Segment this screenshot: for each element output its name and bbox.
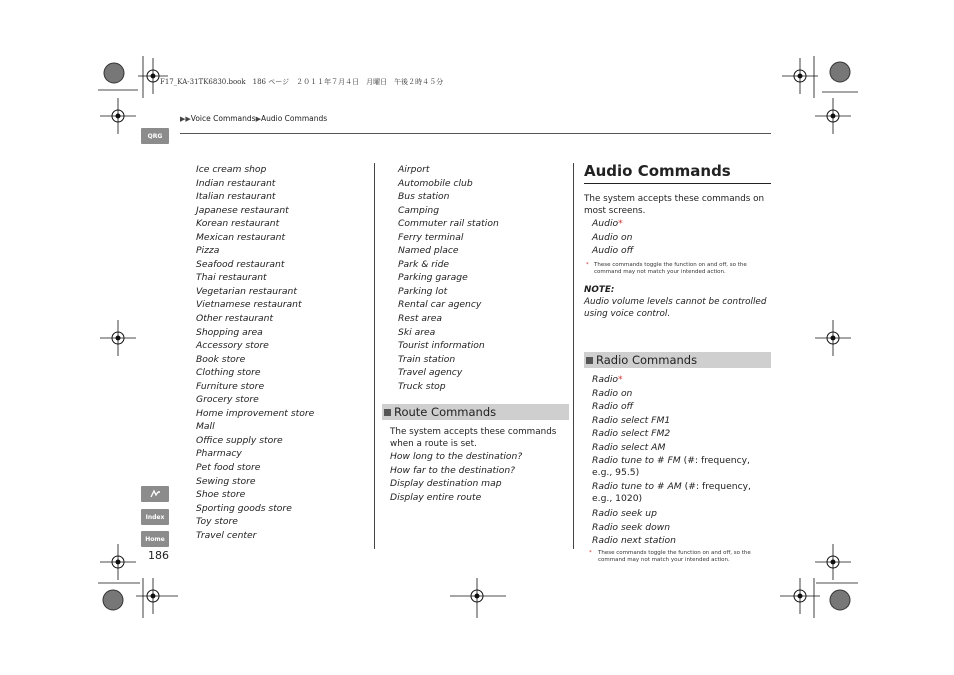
place-category-item: Home improvement store bbox=[196, 407, 315, 419]
breadcrumb bbox=[180, 114, 327, 123]
place-category-list-1 bbox=[196, 163, 314, 542]
place-category-item: Grocery store bbox=[196, 394, 259, 406]
place-category-item: Commuter rail station bbox=[398, 218, 499, 230]
radio-tune-am-command: Radio tune to # AM bbox=[592, 481, 682, 492]
registration-mark-bottom-left bbox=[98, 578, 184, 618]
audio-command-item: Audio on bbox=[592, 231, 633, 243]
place-category-item: Travel center bbox=[196, 529, 257, 541]
place-category-item: Vietnamese restaurant bbox=[196, 299, 302, 311]
radio-commands-heading bbox=[584, 352, 771, 368]
place-category-item: Accessory store bbox=[196, 340, 269, 352]
place-category-item: Rest area bbox=[398, 313, 443, 325]
place-category-item: Vegetarian restaurant bbox=[196, 285, 297, 297]
registration-mark-left-top bbox=[100, 98, 136, 134]
place-category-item: Furniture store bbox=[196, 380, 265, 392]
place-category-item: Seafood restaurant bbox=[196, 258, 285, 270]
place-category-item: Named place bbox=[398, 245, 459, 257]
audio-note bbox=[584, 284, 770, 320]
route-command-item: Display entire route bbox=[390, 491, 482, 503]
route-commands-title: Route Commands bbox=[394, 405, 497, 419]
radio-command-item: Radio seek up bbox=[592, 508, 657, 519]
route-commands-list bbox=[390, 450, 522, 504]
place-category-item: Sewing store bbox=[196, 475, 256, 487]
breadcrumb-parent[interactable]: Voice Commands bbox=[190, 114, 256, 123]
place-category-item: Parking lot bbox=[398, 285, 448, 297]
place-category-item: Train station bbox=[398, 353, 456, 365]
section-square-icon bbox=[586, 357, 593, 364]
place-category-item: Japanese restaurant bbox=[196, 204, 289, 216]
registration-mark-left-mid bbox=[100, 320, 136, 356]
audio-command-item: Audio* bbox=[592, 218, 623, 229]
place-category-item: Other restaurant bbox=[196, 313, 274, 325]
place-category-item: Toy store bbox=[196, 516, 238, 528]
route-command-item: How long to the destination? bbox=[390, 451, 523, 462]
place-category-item: Clothing store bbox=[196, 367, 261, 379]
registration-mark-bottom-right bbox=[772, 578, 858, 618]
asterisk-icon: * bbox=[618, 374, 623, 385]
place-category-item: Italian restaurant bbox=[196, 191, 276, 203]
audio-footnote: * These commands toggle the function on and off, so the command may not match your intended action. bbox=[586, 262, 747, 275]
voice-tab[interactable] bbox=[141, 486, 169, 502]
registration-mark-left-bottom bbox=[100, 544, 136, 580]
place-category-item: Rental car agency bbox=[398, 299, 482, 311]
audio-commands-title: Audio Commands bbox=[584, 162, 731, 180]
place-category-item: Office supply store bbox=[196, 434, 283, 446]
radio-tune-am-note: (#: frequency, e.g., 1020) bbox=[592, 481, 751, 504]
audio-commands-intro: The system accepts these commands on most screens. bbox=[584, 194, 765, 216]
note-text: Audio volume levels cannot be controlled using voice control. bbox=[584, 297, 767, 319]
place-category-item: Shoe store bbox=[196, 489, 246, 501]
header-rule bbox=[180, 133, 771, 134]
place-category-item: Ferry terminal bbox=[398, 231, 464, 243]
place-category-item: Korean restaurant bbox=[196, 218, 280, 230]
audio-command-item: Audio off bbox=[592, 245, 634, 257]
section-square-icon bbox=[384, 409, 391, 416]
column-divider-2 bbox=[573, 163, 574, 549]
home-tab[interactable]: Home bbox=[141, 531, 169, 547]
registration-mark-right-bottom bbox=[815, 544, 851, 580]
registration-mark-bottom-center bbox=[450, 578, 506, 618]
route-commands-intro: The system accepts these commands when a route is set. bbox=[390, 427, 557, 449]
place-category-item: Mexican restaurant bbox=[196, 231, 286, 243]
place-category-item: Thai restaurant bbox=[196, 272, 267, 284]
print-header: F17_KA-31TK6830.book 186 ページ ２０１１年７月４日 月曜日 午後２時４５分 bbox=[160, 78, 444, 86]
radio-footnote: * These commands toggle the function on and off, so the command may not match your intended action. bbox=[589, 550, 751, 563]
radio-command-item: Radio seek down bbox=[592, 521, 671, 533]
radio-tune-fm-command: Radio tune to # FM bbox=[592, 455, 681, 466]
voice-icon bbox=[149, 489, 161, 499]
place-category-item: Sporting goods store bbox=[196, 502, 292, 514]
breadcrumb-current: Audio Commands bbox=[260, 114, 328, 123]
radio-command-item: Radio on bbox=[592, 387, 633, 399]
index-tab[interactable]: Index bbox=[141, 509, 169, 525]
place-category-item: Book store bbox=[196, 353, 246, 365]
radio-command-item: Radio select FM1 bbox=[592, 414, 671, 426]
column-divider-1 bbox=[374, 163, 375, 549]
radio-commands-tail-list bbox=[592, 507, 676, 548]
registration-mark-right-top bbox=[815, 98, 851, 134]
note-label: NOTE: bbox=[584, 285, 615, 295]
route-command-item: Display destination map bbox=[390, 478, 502, 490]
radio-command-item: Radio select FM2 bbox=[592, 428, 671, 440]
place-category-item: Travel agency bbox=[398, 367, 463, 379]
breadcrumb-arrow-icon: ▶▶ bbox=[180, 115, 191, 123]
asterisk-icon: * bbox=[618, 218, 623, 229]
radio-command-item: Radio off bbox=[592, 401, 634, 413]
place-category-item: Ice cream shop bbox=[196, 164, 267, 175]
page-number: 186 bbox=[148, 549, 169, 562]
radio-command-item: Radio select AM bbox=[592, 441, 666, 453]
qrg-tab[interactable]: QRG bbox=[141, 128, 169, 144]
place-category-item: Camping bbox=[398, 204, 440, 216]
radio-command-item: Radio next station bbox=[592, 535, 676, 547]
breadcrumb-arrow-icon: ▶ bbox=[255, 115, 261, 123]
radio-tune-am bbox=[592, 481, 762, 505]
place-category-item: Pharmacy bbox=[196, 448, 242, 460]
place-category-item: Bus station bbox=[398, 191, 450, 203]
place-category-item: Shopping area bbox=[196, 326, 263, 338]
audio-commands-list bbox=[592, 217, 633, 258]
radio-commands-title: Radio Commands bbox=[596, 353, 698, 367]
audio-commands-rule bbox=[584, 183, 771, 184]
radio-command-item: Radio* bbox=[592, 374, 623, 385]
radio-commands-list bbox=[592, 373, 670, 454]
asterisk-icon: * bbox=[589, 550, 592, 556]
radio-tune-fm bbox=[592, 455, 762, 479]
place-category-item: Mall bbox=[196, 421, 215, 433]
place-category-item: Pizza bbox=[196, 245, 220, 257]
place-category-item: Park & ride bbox=[398, 258, 450, 270]
place-category-item: Indian restaurant bbox=[196, 177, 276, 189]
place-category-item: Airport bbox=[398, 164, 430, 175]
place-category-list-2 bbox=[398, 163, 499, 393]
place-category-item: Pet food store bbox=[196, 462, 261, 474]
place-category-item: Tourist information bbox=[398, 340, 485, 352]
asterisk-icon: * bbox=[586, 262, 589, 268]
route-commands-heading bbox=[382, 404, 569, 420]
place-category-item: Parking garage bbox=[398, 272, 468, 284]
registration-mark-right-mid bbox=[815, 320, 851, 356]
place-category-item: Truck stop bbox=[398, 380, 446, 392]
route-command-item: How far to the destination? bbox=[390, 464, 516, 476]
place-category-item: Automobile club bbox=[398, 177, 473, 189]
place-category-item: Ski area bbox=[398, 326, 436, 338]
radio-tune-fm-note: (#: frequency, e.g., 95.5) bbox=[592, 455, 750, 478]
